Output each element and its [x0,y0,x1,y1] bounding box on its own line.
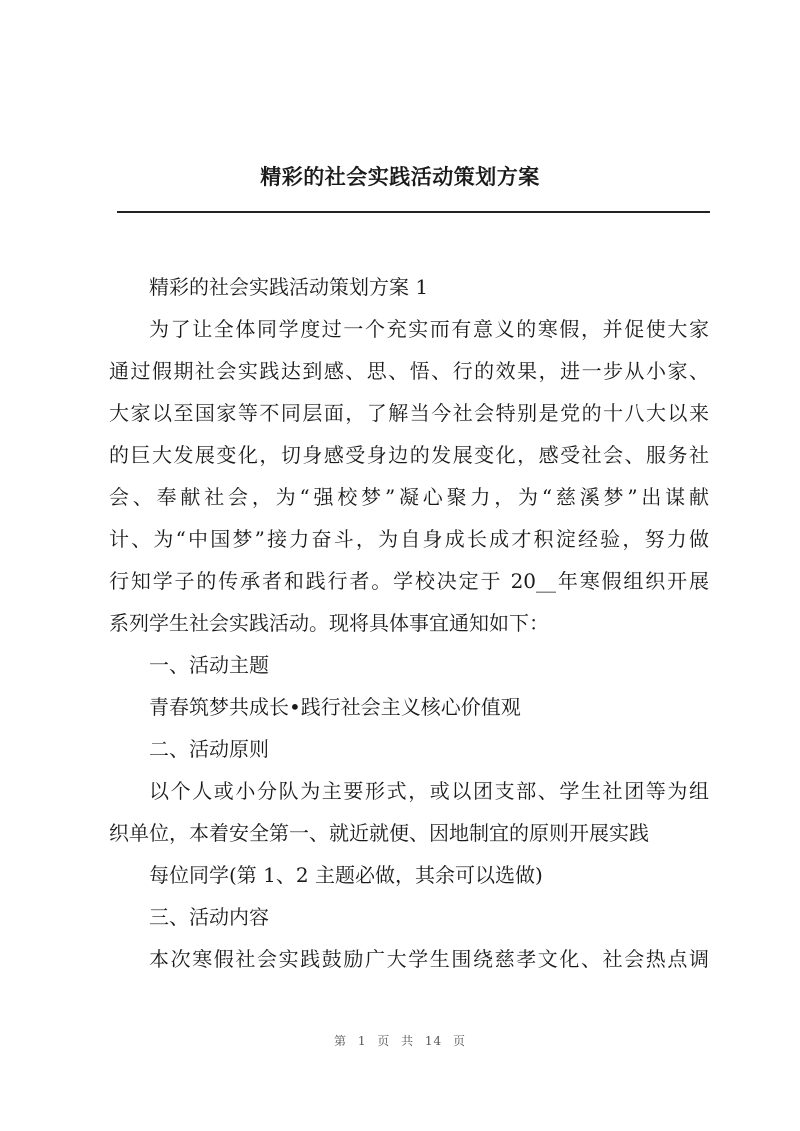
paragraph-line: 系列学生社会实践活动。现将具体事宜通知如下： [109,611,549,635]
section-heading-content: 三、活动内容 [149,905,269,929]
document-body [109,266,709,980]
paragraph-line: 本次寒假社会实践鼓励广大学生围绕慈孝文化、社会热点调 [149,947,709,971]
paragraph-line: 计、为“中国梦”接力奋斗，为自身成长成才积淀经验，努力做 [109,527,709,551]
paragraph-line: 的巨大发展变化，切身感受身边的发展变化，感受社会、服务社 [109,443,709,467]
paragraph-line: 为了让全体同学度过一个充实而有意义的寒假，并促使大家 [149,317,709,341]
paragraph-line: 会、奉献社会，为“强校梦”凝心聚力，为“慈溪梦”出谋献 [109,485,709,509]
paragraph-line: 织单位，本着安全第一、就近就便、因地制宜的原则开展实践 [109,821,649,845]
paragraph-line: 行知学子的传承者和践行者。学校决定于 20__年寒假组织开展 [109,569,709,593]
section-heading-principle: 二、活动原则 [149,737,269,761]
section-heading-theme: 一、活动主题 [149,653,269,677]
title-divider [117,211,710,213]
page-number-footer: 第 1 页 共 14 页 [334,1034,466,1048]
paragraph-line: 每位同学(第 1、2 主题必做，其余可以选做) [149,863,543,887]
paragraph-line: 以个人或小分队为主要形式，或以团支部、学生社团等为组 [149,779,709,803]
section-heading-1: 精彩的社会实践活动策划方案 1 [149,275,429,299]
document-title: 精彩的社会实践活动策划方案 [260,164,540,189]
theme-text: 青春筑梦共成长•践行社会主义核心价值观 [149,695,521,719]
paragraph-line: 通过假期社会实践达到感、思、悟、行的效果，进一步从小家、 [109,359,709,383]
paragraph-line: 大家以至国家等不同层面，了解当今社会特别是党的十八大以来 [109,401,709,425]
